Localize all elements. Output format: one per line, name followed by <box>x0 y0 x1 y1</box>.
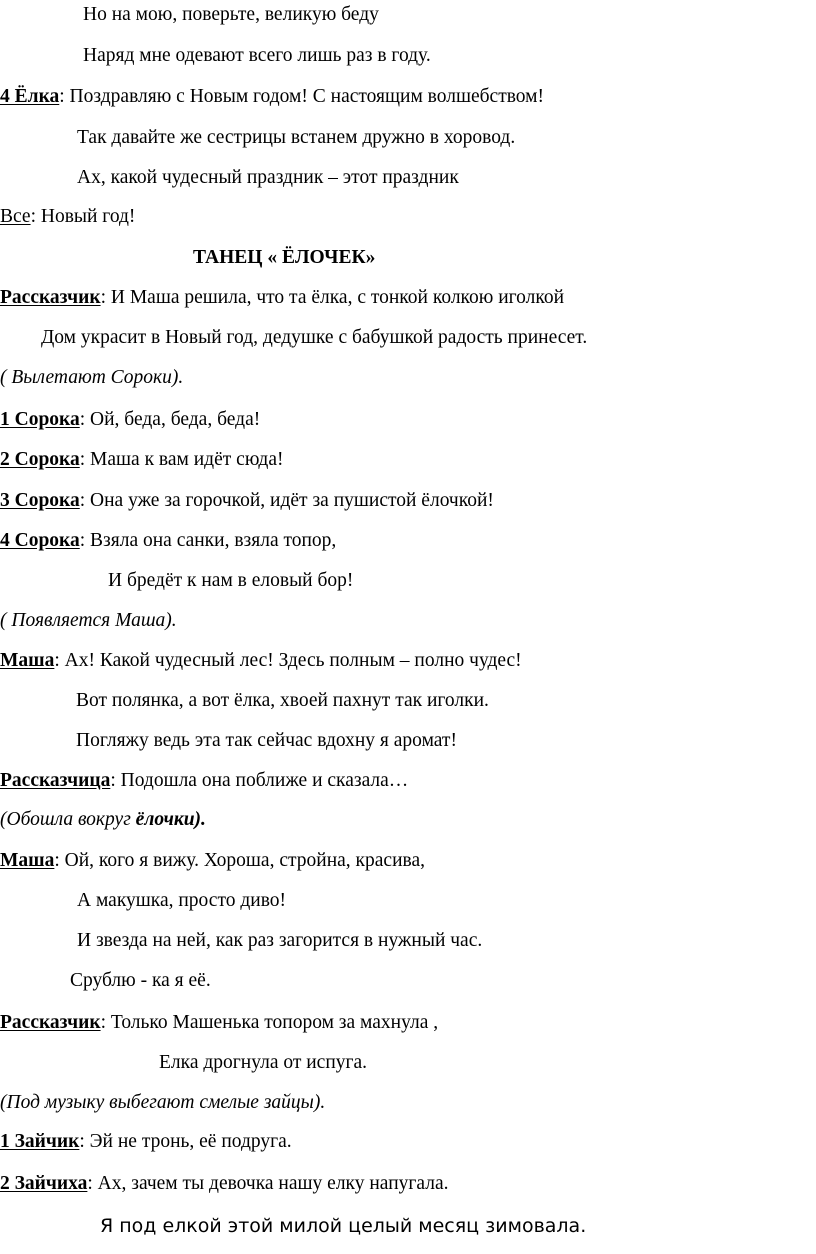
speaker-label: 2 Сорока <box>0 449 80 470</box>
speaker-label: 3 Сорока <box>0 490 80 511</box>
stage-direction <box>0 366 183 390</box>
line-text: ( Вылетают Сороки). <box>0 367 184 388</box>
line-text: Но на мою, поверьте, великую беду <box>83 4 379 25</box>
line-text: Я под елкой этой милой целый месяц зимовала. <box>100 1215 587 1237</box>
dialogue-line <box>0 408 260 432</box>
line-text: : Только Машенька топором за махнула , <box>100 1012 439 1033</box>
line-text: И звезда на ней, как раз загорится в нужный час. <box>77 930 483 951</box>
speaker-label: 1 Сорока <box>0 409 80 430</box>
line-text: (Под музыку выбегают смелые зайцы). <box>0 1092 326 1113</box>
verse-line <box>159 1051 367 1075</box>
verse-line <box>41 326 587 350</box>
stage-direction <box>0 1091 325 1115</box>
line-text: Вот полянка, а вот ёлка, хвоей пахнут так иголки. <box>76 690 489 711</box>
verse-line <box>77 126 515 150</box>
line-text: : Новый год! <box>30 206 136 227</box>
line-text: : Ах, зачем ты девочка нашу елку напугала. <box>87 1173 449 1194</box>
verse-line <box>70 969 211 993</box>
verse-line <box>77 166 459 190</box>
line-text: : Поздравляю с Новым годом! С настоящим волшебством! <box>59 86 545 107</box>
line-text: : Ой, кого я вижу. Хороша, стройна, красива, <box>54 850 425 871</box>
line-text: Елка дрогнула от испуга. <box>159 1052 368 1073</box>
line-text-bold: ёлочки). <box>135 809 206 830</box>
speaker-label: Все <box>0 206 31 227</box>
line-text: : Ах! Какой чудесный лес! Здесь полным – полно чудес! <box>54 650 522 671</box>
speaker-label: Маша <box>0 850 55 871</box>
speaker-label: Рассказчик <box>0 1012 101 1033</box>
verse-line <box>76 729 457 753</box>
speaker-label: Рассказчик <box>0 287 101 308</box>
dialogue-line <box>0 769 408 793</box>
line-text: : Она уже за горочкой, идёт за пушистой ёлочкой! <box>79 490 494 511</box>
speaker-label: Маша <box>0 650 55 671</box>
line-text: (Обошла вокруг <box>0 809 136 830</box>
speaker-label: 4 Ёлка <box>0 86 60 107</box>
speaker-label: 2 Зайчиха <box>0 1173 88 1194</box>
stage-direction <box>0 609 177 633</box>
line-text: : Маша к вам идёт сюда! <box>79 449 284 470</box>
line-text: ( Появляется Маша). <box>0 610 177 631</box>
dialogue-line <box>0 529 336 553</box>
section-title <box>193 246 375 270</box>
verse-line <box>108 569 353 593</box>
line-text: Наряд мне одевают всего лишь раз в году. <box>83 45 431 66</box>
verse-line <box>76 689 489 713</box>
dialogue-line <box>0 448 283 472</box>
dialogue-line <box>0 489 494 513</box>
dialogue-line <box>0 849 425 873</box>
dialogue-line <box>0 649 522 673</box>
dialogue-line <box>0 1130 292 1154</box>
dialogue-line <box>0 85 544 109</box>
line-text: Срублю - ка я её. <box>70 970 211 991</box>
line-text: : Ой, беда, беда, беда! <box>79 409 261 430</box>
line-text: Погляжу ведь эта так сейчас вдохну я аромат! <box>76 730 457 751</box>
verse-line <box>77 929 482 953</box>
line-text: : Подошла она поближе и сказала… <box>110 770 409 791</box>
line-text: А макушка, просто диво! <box>77 890 287 911</box>
dialogue-line <box>0 1172 448 1196</box>
dialogue-line <box>0 1011 438 1035</box>
dialogue-line <box>0 286 564 310</box>
line-text: Так давайте же сестрицы встанем дружно в хоровод. <box>77 127 516 148</box>
speaker-label: 4 Сорока <box>0 530 80 551</box>
line-text: Ах, какой чудесный праздник – этот праздник <box>77 167 459 188</box>
stage-direction <box>0 808 206 832</box>
line-text: : Взяла она санки, взяла топор, <box>79 530 337 551</box>
dialogue-line <box>0 205 135 229</box>
verse-line <box>83 3 379 27</box>
speaker-label: Рассказчица <box>0 770 111 791</box>
speaker-label: 1 Зайчик <box>0 1131 80 1152</box>
verse-line <box>83 44 431 68</box>
line-text: Дом украсит в Новый год, дедушке с бабушкой радость принесет. <box>41 327 588 348</box>
line-text: : И Маша решила, что та ёлка, с тонкой колкою иголкой <box>100 287 565 308</box>
line-text: : Эй не тронь, её подруга. <box>79 1131 292 1152</box>
title-text: ТАНЕЦ « ЁЛОЧЕК» <box>193 247 376 268</box>
verse-line <box>77 889 286 913</box>
verse-line <box>100 1214 586 1238</box>
line-text: И бредёт к нам в еловый бор! <box>108 570 354 591</box>
